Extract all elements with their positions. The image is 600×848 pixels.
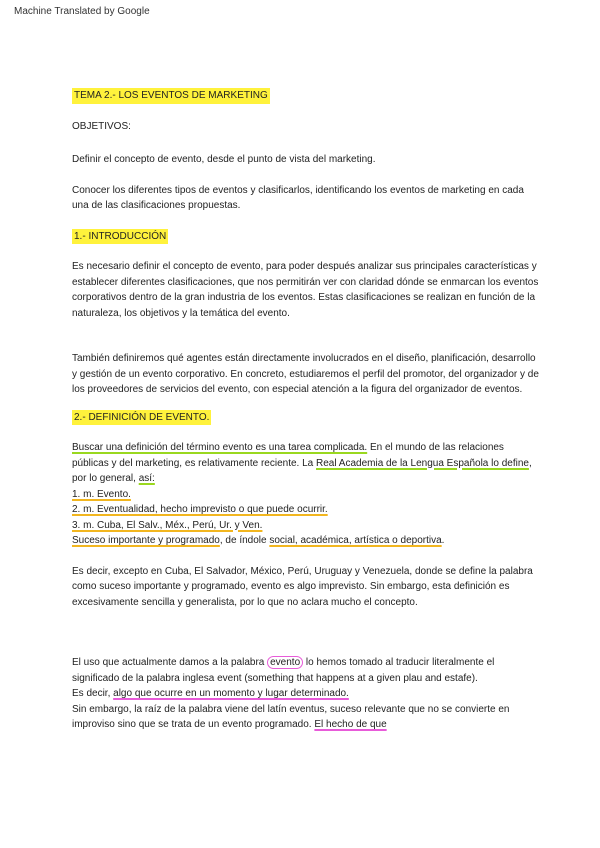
machine-translated-label: Machine Translated by Google (14, 6, 150, 17)
definition-3: 3. m. Cuba, El Salv., Méx., Perú, Ur. y Ven. (72, 519, 263, 531)
objective-1: Definir el concepto de evento, desde el punto de vista del marketing. (72, 154, 376, 165)
underline-hecho-de-que: El hecho de que (314, 719, 387, 730)
usage-paragraph: El uso que actualmente damos a la palabra evento lo hemos tomado al traducir literalmente el significado de la palabra inglesa event (something that happens at a given plau and estafe). (72, 657, 495, 684)
definition-4: Suceso importante y programado, de índole social, académica, artística o deportiva. (72, 535, 445, 546)
underline-asi: así: (138, 473, 155, 484)
underline-momento-lugar: algo que ocurre en un momento y lugar determinado. (113, 688, 349, 699)
section-1-heading: 1.- INTRODUCCIÓN (72, 229, 168, 245)
circled-word-evento: evento (267, 656, 303, 669)
page-title: TEMA 2.- LOS EVENTOS DE MARKETING (72, 88, 270, 104)
underline-search-definition: Buscar una definición del término evento es una tarea complicada. (72, 442, 368, 453)
intro-paragraph-1: Es necesario definir el concepto de evento, para poder después analizar sus principales características y establecer diferentes clasificaciones, que nos permitirán ver con claridad dónde se enmarcan los eventos corporativos dentro de la gran industria de los eventos. Estas clasificaciones se realizan en función de la naturaleza, los objetivos y la temática del evento. (72, 261, 539, 319)
objetivos-label: OBJETIVOS: (72, 120, 131, 132)
definition-1: 1. m. Evento. (72, 488, 131, 500)
section-2-heading: 2.- DEFINICIÓN DE EVENTO. (72, 410, 211, 426)
objective-2: Conocer los diferentes tipos de eventos y clasificarlos, identificando los eventos de marketing en cada una de las clasificaciones propuestas. (72, 184, 524, 211)
definition-explanation: Es decir, excepto en Cuba, El Salvador, México, Perú, Uruguay y Venezuela, donde se define la palabra como suceso importante y programado, evento es algo imprevisto. Sin embargo, esta definición es excesivamente sencilla y generalista, por lo que no aclara mucho el concepto. (72, 565, 533, 608)
latin-root-paragraph: Sin embargo, la raíz de la palabra viene del latín eventus, suceso relevante que no se convierte en improviso sino que se trata de un evento programado. El hecho de que (72, 703, 510, 730)
definition-2: 2. m. Eventualidad, hecho imprevisto o que puede ocurrir. (72, 504, 328, 515)
document-page (72, 88, 540, 733)
underline-rae: Real Academia de la Lengua Española lo define (316, 457, 529, 469)
intro-paragraph-2: También definiremos qué agentes están directamente involucrados en el diseño, planificación, desarrollo y gestión de un evento corporativo. En concreto, estudiaremos el perfil del promotor, del organizador y de los proveedores de servicios del evento, con especial atención a la figura del organizador de eventos. (72, 353, 539, 395)
es-decir-line: Es decir, algo que ocurre en un momento y lugar determinado. (72, 688, 349, 699)
definition-paragraph: Buscar una definición del término evento es una tarea complicada. En el mundo de las relaciones públicas y del marketing, es relativamente reciente. La Real Academia de la Lengua Española lo define, por lo general, así: (72, 442, 532, 484)
